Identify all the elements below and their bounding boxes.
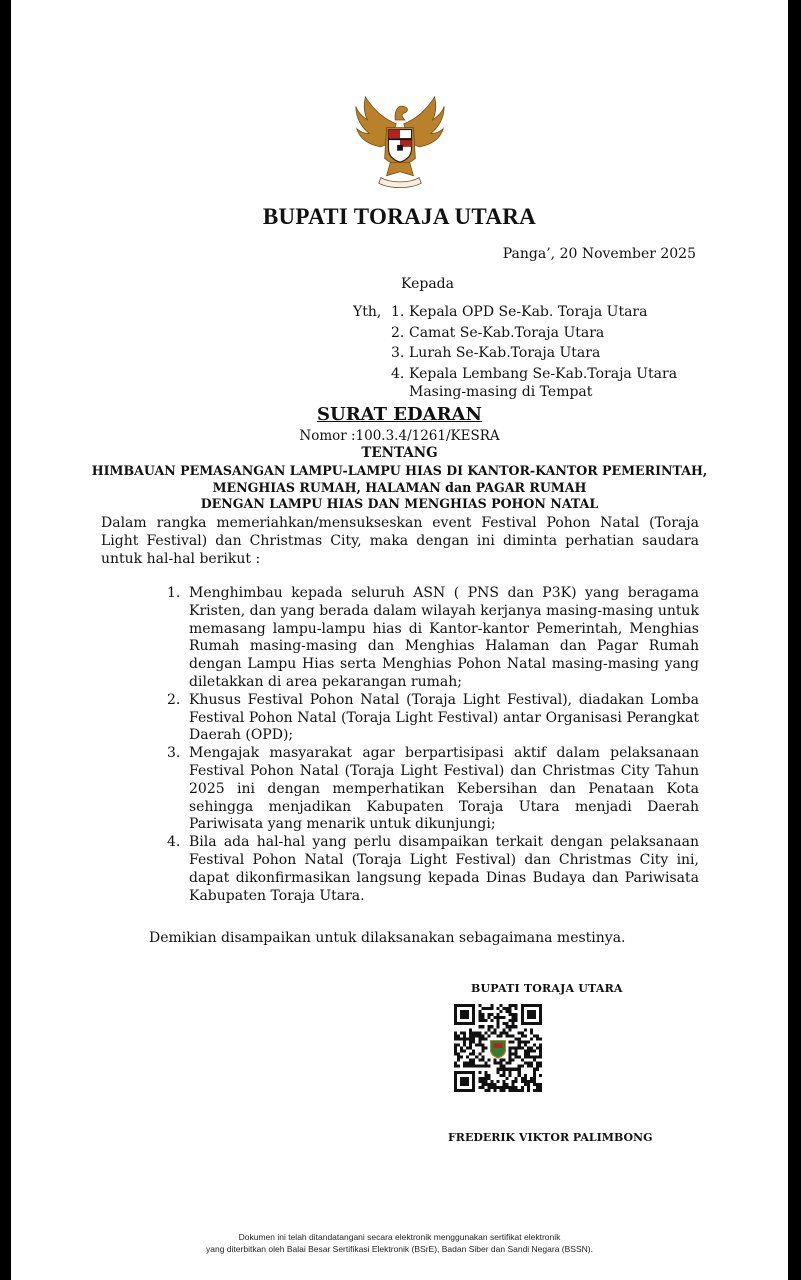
list-item [167, 692, 699, 745]
subject-line: MENGHIAS RUMAH, HALAMAN dan PAGAR RUMAH [212, 479, 587, 495]
point-number: 2. [167, 691, 181, 708]
kepada-label: Kepada [401, 276, 454, 292]
issuer-heading: BUPATI TORAJA UTARA [262, 204, 537, 229]
letter-number: Nomor :100.3.4/1261/KESRA [299, 428, 500, 444]
recipient-location-row [353, 384, 677, 400]
signature-qr-code[interactable] [454, 1004, 542, 1092]
list-item [167, 834, 699, 905]
closing-sentence: Demikian disampaikan untuk dilaksanakan sebagaimana mestinya. [149, 930, 626, 946]
yth-label: Yth, [353, 304, 382, 320]
subject-line: HIMBAUAN PEMASANGAN LAMPU-LAMPU HIAS DI KANTOR-KANTOR PEMERINTAH, [91, 463, 708, 478]
recipient-text: Kepala OPD Se-Kab. Toraja Utara [409, 304, 648, 320]
e-signature-notice [11, 1231, 788, 1255]
garuda-pancasila-emblem [352, 95, 448, 191]
footer-line: Dokumen ini telah ditandatangani secara elektronik menggunakan sertifikat elektronik [238, 1232, 561, 1242]
point-text: Khusus Festival Pohon Natal (Toraja Light Festival), diadakan Lomba Festival Pohon Natal (Toraja Light Festival) antar Organisasi Perangkat Daerah (OPD); [189, 691, 699, 744]
point-text: Menghimbau kepada seluruh ASN ( PNS dan P3K) yang beragama Kristen, dan yang berada dalam wilayah kerjanya masing-masing untuk memasang lampu-lampu hias di Kantor-kantor Pemerintah, Menghias Rumah masing-masing dan Menghias Halaman dan Pagar Rumah dengan Lampu Hias serta Menghias Pohon Natal masing-masing yang diletakkan di area pekarangan rumah; [189, 585, 699, 690]
recipient-number: 3. [391, 345, 405, 362]
recipient-text: Lurah Se-Kab.Toraja Utara [409, 345, 601, 362]
recipient-row [353, 343, 677, 364]
recipient-list [353, 302, 677, 400]
letter-page [11, 0, 788, 1280]
point-number: 4. [167, 834, 181, 851]
signatory-name: FREDERIK VIKTOR PALIMBONG [448, 1131, 653, 1144]
points-list [167, 585, 699, 905]
recipient-number: 1. [391, 304, 405, 320]
recipient-number: 2. [391, 324, 405, 341]
recipient-text: Camat Se-Kab.Toraja Utara [409, 324, 605, 341]
place-date: Panga’, 20 November 2025 [502, 246, 696, 262]
letter-subject [11, 463, 788, 513]
recipient-text: Kepala Lembang Se-Kab.Toraja Utara [409, 365, 678, 382]
recipient-number: 4. [391, 365, 405, 382]
tentang-label: TENTANG [361, 445, 438, 461]
recipient-location: Masing-masing di Tempat [409, 384, 593, 401]
footer-line: yang diterbitkan oleh Balai Besar Sertifikasi Elektronik (BSrE), Badan Siber dan Sandi Negara (BSSN). [206, 1244, 593, 1254]
intro-paragraph: Dalam rangka memeriahkan/mensukseskan event Festival Pohon Natal (Toraja Light Festival) dan Christmas City, maka dengan ini diminta perhatian saudara untuk hal-hal berikut : [101, 515, 699, 567]
letter-title: SURAT EDARAN [317, 404, 482, 425]
point-text: Mengajak masyarakat agar berpartisipasi aktif dalam pelaksanaan Festival Pohon Natal (Toraja Light Festival) dan Christmas City Tahun 2025 ini dengan memperhatikan Kebersihan dan Penataan Kota sehingga menjadikan Kabupaten Toraja Utara menjadi Daerah Pariwisata yang menarik untuk dikunjungi; [189, 745, 699, 833]
subject-line: DENGAN LAMPU HIAS DAN MENGHIAS POHON NATAL [200, 496, 599, 511]
list-item [167, 585, 699, 692]
recipient-row [353, 323, 677, 344]
signatory-title: BUPATI TORAJA UTARA [471, 982, 623, 995]
point-text: Bila ada hal-hal yang perlu disampaikan terkait dengan pelaksanaan Festival Pohon Natal (Toraja Light Festival) dan Christmas City ini, dapat dikonfirmasikan langsung kepada Dinas Budaya dan Pariwisata Kabupaten Toraja Utara. [189, 834, 699, 904]
list-item [167, 745, 699, 834]
point-number: 1. [167, 585, 181, 601]
point-number: 3. [167, 745, 181, 762]
recipient-row [353, 364, 677, 385]
recipient-row [353, 302, 677, 323]
